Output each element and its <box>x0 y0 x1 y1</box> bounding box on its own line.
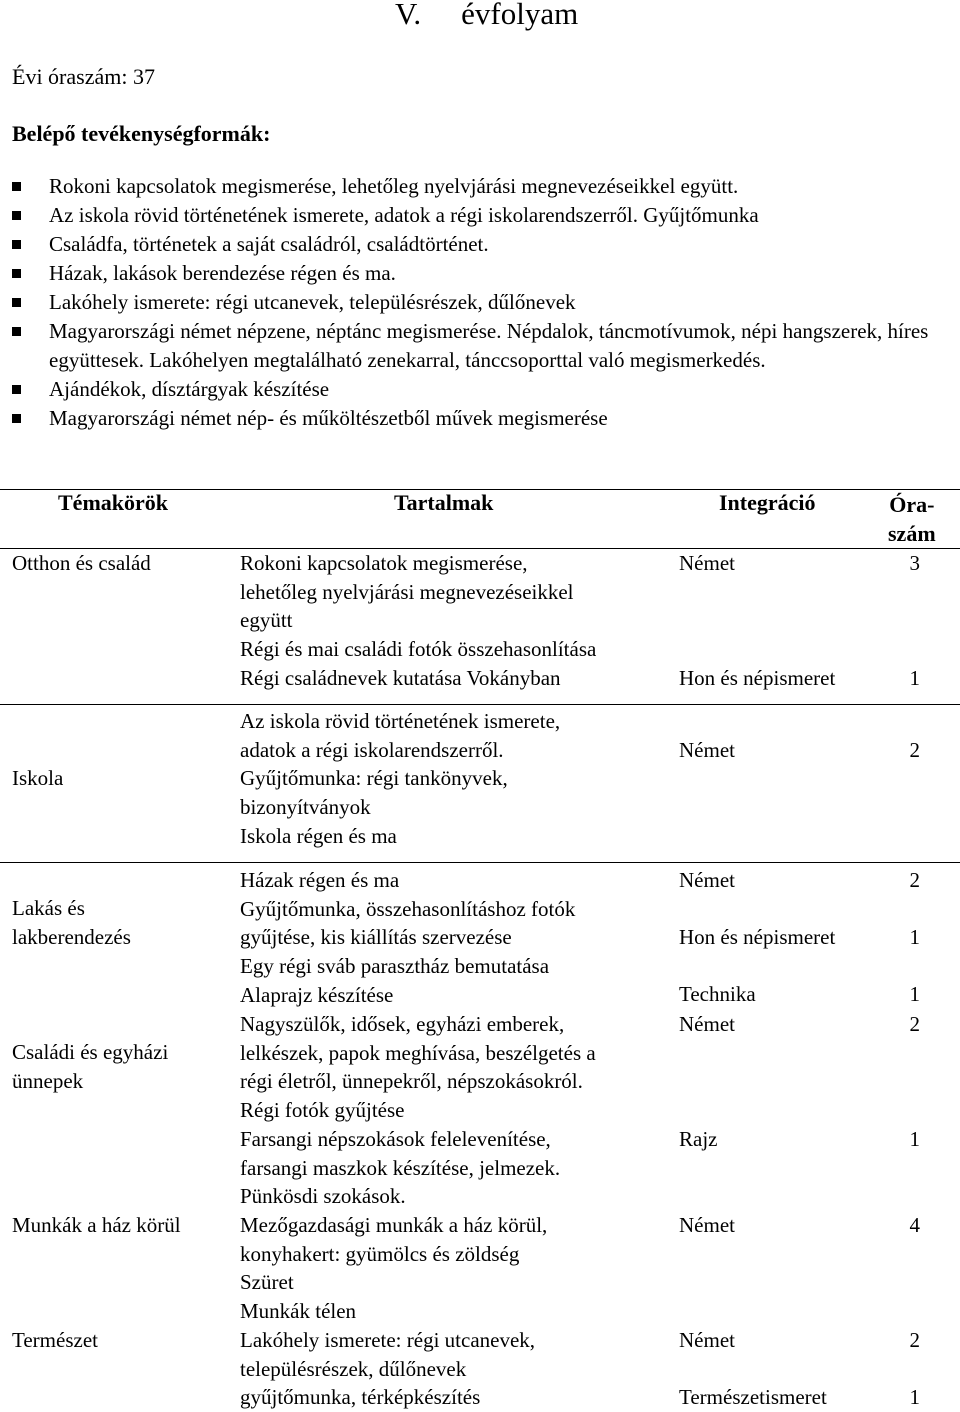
content-cell: Az iskola rövid történetének ismerete, adatok a régi iskolarendszerről. Gyűjtőmunka: régi tankönyvek, bizonyítványok Iskola régen és ma <box>240 709 561 848</box>
integration-hours: 4 <box>909 1213 920 1237</box>
annual-hours: Évi óraszám: 37 <box>12 64 155 89</box>
integration-subject: Hon és népismeret <box>679 925 836 949</box>
square-bullet-icon <box>12 414 21 423</box>
section-rule <box>0 862 960 863</box>
square-bullet-icon <box>12 327 21 336</box>
integration-hours: 2 <box>909 868 920 892</box>
integration-hours: 1 <box>909 925 920 949</box>
list-item: Az iskola rövid történetének ismerete, adatok a régi iskolarendszerről. Gyűjtőmunka <box>10 201 950 230</box>
list-item: Ajándékok, dísztárgyak készítése <box>10 375 950 404</box>
integration-subject: Rajz <box>679 1127 718 1151</box>
integration-hours: 2 <box>909 738 920 762</box>
integration-hours: 1 <box>909 982 920 1006</box>
topic-cell: Családi és egyházi ünnepek <box>12 1040 169 1093</box>
integration-subject: Hon és népismeret <box>679 666 836 690</box>
header-contents: Tartalmak <box>394 490 494 515</box>
square-bullet-icon <box>12 269 21 278</box>
grade-title <box>395 0 578 32</box>
header-hours: Óra- szám <box>888 492 936 546</box>
square-bullet-icon <box>12 298 21 307</box>
integration-hours: 2 <box>909 1328 920 1352</box>
integration-subject: Német <box>679 1213 735 1237</box>
entry-activities-list <box>10 172 950 433</box>
integration-subject: Német <box>679 868 735 892</box>
content-cell: Mezőgazdasági munkák a ház körül, konyhakert: gyümölcs és zöldség Szüret Munkák télen <box>240 1213 548 1324</box>
integration-hours: 3 <box>909 551 920 575</box>
list-item: Családfa, történetek a saját családról, családtörténet. <box>10 230 950 259</box>
square-bullet-icon <box>12 182 21 191</box>
section-rule <box>0 704 960 705</box>
integration-subject: Természetismeret <box>679 1385 827 1409</box>
integration-subject: Német <box>679 551 735 575</box>
square-bullet-icon <box>12 385 21 394</box>
square-bullet-icon <box>12 240 21 249</box>
grade-word: évfolyam <box>461 0 579 31</box>
list-item: Magyarországi német nép- és műköltészetből művek megismerése <box>10 404 950 433</box>
list-item: Házak, lakások berendezése régen és ma. <box>10 259 950 288</box>
integration-subject: Német <box>679 1328 735 1352</box>
topic-cell: Iskola <box>12 766 64 790</box>
entry-activities-heading: Belépő tevékenységformák: <box>12 121 271 146</box>
header-integration: Integráció <box>719 490 816 515</box>
list-item: Lakóhely ismerete: régi utcanevek, településrészek, dűlőnevek <box>10 288 950 317</box>
topic-cell: Munkák a ház körül <box>12 1213 181 1237</box>
integration-subject: Német <box>679 1012 735 1036</box>
content-cell: Lakóhely ismerete: régi utcanevek, településrészek, dűlőnevek gyűjtőmunka, térképkészítés <box>240 1328 536 1410</box>
topic-cell: Otthon és család <box>12 551 151 575</box>
list-item: Magyarországi német népzene, néptánc megismerése. Népdalok, táncmotívumok, népi hangszerek, híres együttesek. Lakóhelyen megtalálható zenekarral, tánccsoporttal való megismerkedés. <box>10 317 950 375</box>
integration-hours: 1 <box>909 1385 920 1409</box>
header-topics: Témakörök <box>58 490 168 515</box>
list-item: Rokoni kapcsolatok megismerése, lehetőleg nyelvjárási megnevezéseikkel együtt. <box>10 172 950 201</box>
content-cell: Rokoni kapcsolatok megismerése, lehetőleg nyelvjárási megnevezéseikkel együtt Régi és mai családi fotók összehasonlítása Régi családnevek kutatása Vokányban <box>240 551 597 690</box>
integration-subject: Technika <box>679 982 756 1006</box>
content-cell: Házak régen és ma Gyűjtőmunka, összehasonlításhoz fotók gyűjtése, kis kiállítás szervezése Egy régi sváb parasztház bemutatása Alaprajz készítése <box>240 868 576 1007</box>
grade-roman: V. <box>395 0 422 31</box>
integration-hours: 1 <box>909 1127 920 1151</box>
content-cell: Nagyszülők, idősek, egyházi emberek, lelkészek, papok meghívása, beszélgetés a régi életről, ünnepekről, népszokásokról. Régi fotók gyűjtése Farsangi népszokások felelevenítése, farsangi maszkok készítése, jelmezek. Pünkösdi szokások. <box>240 1012 596 1209</box>
integration-subject: Német <box>679 738 735 762</box>
integration-hours: 1 <box>909 666 920 690</box>
square-bullet-icon <box>12 211 21 220</box>
topic-cell: Lakás és lakberendezés <box>12 896 131 949</box>
topic-cell: Természet <box>12 1328 98 1352</box>
integration-hours: 2 <box>909 1012 920 1036</box>
